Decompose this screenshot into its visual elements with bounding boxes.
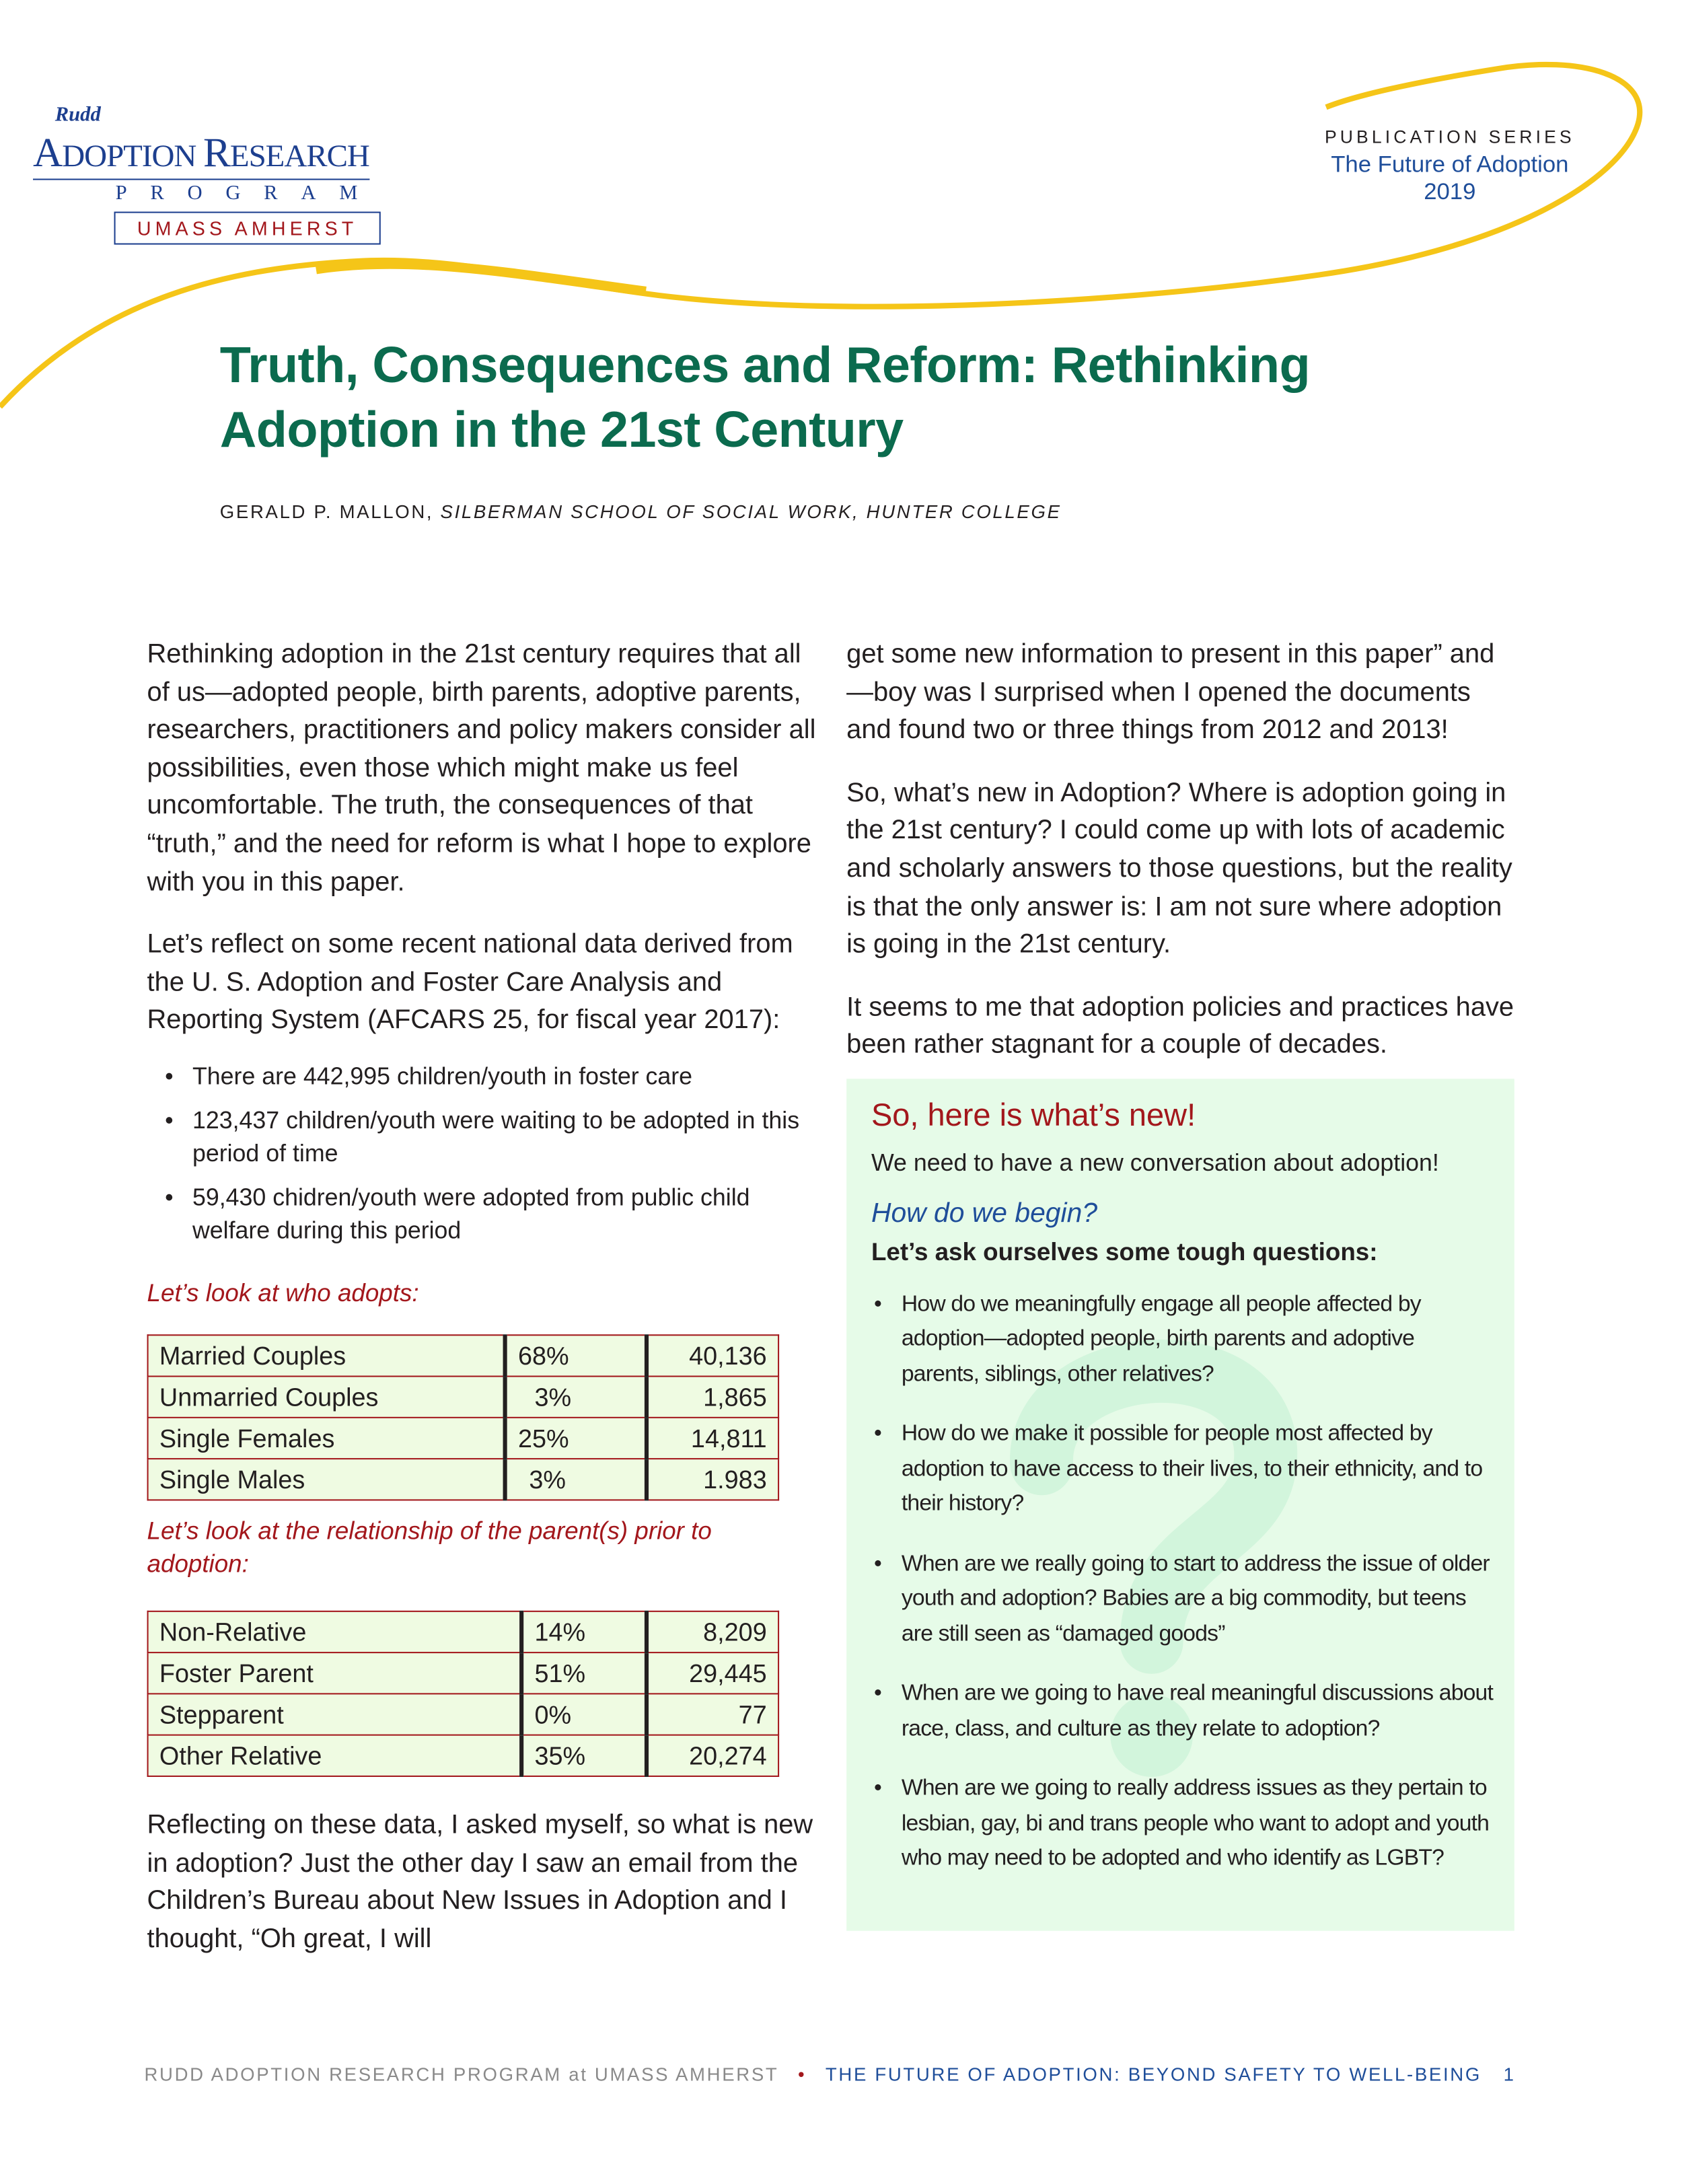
row-count: 1.983 <box>647 1459 778 1500</box>
row-percent: 68% <box>505 1335 647 1376</box>
relationship-heading: Let’s look at the relationship of the parent(s) prior to adoption: <box>147 1517 712 1578</box>
row-count: 77 <box>647 1694 778 1735</box>
statistics-list <box>147 1060 818 1247</box>
row-count: 20,274 <box>647 1735 778 1776</box>
row-label: Stepparent <box>148 1694 522 1735</box>
callout-subheading: We need to have a new conversation about adoption! <box>871 1149 1439 1177</box>
list-item: • 123,437 children/youth were waiting to be adopted in this period of time <box>192 1103 817 1169</box>
publication-year: 2019 <box>1424 178 1476 205</box>
callout-heading: So, here is what’s new! <box>871 1096 1196 1132</box>
list-item: • 59,430 chidren/youth were adopted from public child welfare during this period <box>192 1180 817 1246</box>
right-column <box>846 636 1517 1931</box>
row-label: Other Relative <box>148 1735 522 1776</box>
who-adopts-heading: Let’s look at who adopts: <box>147 1279 419 1307</box>
table-row <box>148 1652 779 1694</box>
table-row <box>148 1418 779 1459</box>
table-row <box>148 1694 779 1735</box>
list-item: • When are we going to have real meaningful discussions about race, class, and culture as they relate to adoption? <box>902 1677 1496 1747</box>
table-row <box>148 1735 779 1776</box>
logo-text: DOPTION <box>62 139 204 174</box>
logo-program: PROGRAM <box>115 182 381 205</box>
who-adopts-table <box>147 1334 780 1500</box>
row-label: Single Males <box>148 1459 505 1500</box>
left-column <box>147 636 818 1983</box>
row-percent: 51% <box>521 1652 647 1694</box>
paragraph: Let’s reflect on some recent national data derived from the U. S. Adoption and Foster Care Analysis and Reporting System (AFCARS 25, for fiscal year 2017): <box>147 929 793 1035</box>
table-row <box>148 1611 779 1652</box>
logo-umass-amherst: UMASS AMHERST <box>114 212 381 245</box>
table-row <box>148 1376 779 1417</box>
list-item: • How do we meaningfully engage all people affected by adoption—adopted people, birth parents and adoptive parents, siblings, other relatives? <box>902 1288 1496 1393</box>
paragraph: It seems to me that adoption policies and practices have been rather stagnant for a couple of decades. <box>846 992 1514 1060</box>
footer-program: RUDD ADOPTION RESEARCH PROGRAM at UMASS AMHERST <box>144 2064 779 2085</box>
row-percent: 35% <box>521 1735 647 1776</box>
row-label: Unmarried Couples <box>148 1376 505 1417</box>
callout-how-begin: How do we begin? <box>871 1198 1098 1229</box>
relationship-table <box>147 1611 780 1777</box>
row-count: 14,811 <box>647 1418 778 1459</box>
callout-box <box>846 1079 1514 1930</box>
row-label: Non-Relative <box>148 1611 522 1652</box>
author-name: GERALD P. MALLON, <box>219 501 441 523</box>
row-label: Married Couples <box>148 1335 505 1376</box>
row-label: Foster Parent <box>148 1652 522 1694</box>
logo-text: ESEARCH <box>229 139 369 174</box>
row-count: 40,136 <box>647 1335 778 1376</box>
publication-series-title: The Future of Adoption <box>1331 151 1569 178</box>
page-number: 1 <box>1503 2064 1516 2085</box>
publication-label: PUBLICATION SERIES <box>1324 126 1575 147</box>
table-row <box>148 1335 779 1376</box>
paragraph: get some new information to present in this paper” and—boy was I surprised when I opened the documents and found two or three things from 2012 and 2013! <box>846 639 1495 745</box>
paragraph: Rethinking adoption in the 21st century requires that all of us—adopted people, birth parents, adoptive parents, researchers, practitioners and policy makers consider all possibilities, even those which might make us feel uncomfortable. The truth, the consequences of that “truth,” and the need for reform is what I hope to explore with you in this paper. <box>147 639 816 897</box>
author-line <box>220 502 1062 523</box>
author-affiliation: SILBERMAN SCHOOL OF SOCIAL WORK, HUNTER COLLEGE <box>440 501 1062 523</box>
footer-separator: • <box>798 2064 807 2085</box>
publication-series <box>1292 126 1608 206</box>
row-percent: 3% <box>505 1376 647 1417</box>
table-row <box>148 1459 779 1500</box>
logo-rudd: Rudd <box>54 104 101 126</box>
list-item: • When are we going to really address issues as they pertain to lesbian, gay, bi and trans people who want to adopt and youth who may need to be adopted and who identify as LGBT? <box>902 1772 1496 1877</box>
list-item: • There are 442,995 children/youth in foster care <box>192 1060 817 1093</box>
list-item: • When are we really going to start to address the issue of older youth and adoption? Babies are a big commodity, but teens are still seen as “damaged goods” <box>902 1548 1496 1652</box>
logo-text: A <box>33 131 63 176</box>
list-item: • How do we make it possible for people most affected by adoption to have access to their lives, to their ethnicity, and to their history? <box>902 1418 1496 1523</box>
callout-ask: Let’s ask ourselves some tough questions: <box>871 1238 1378 1266</box>
row-count: 1,865 <box>647 1376 778 1417</box>
paragraph: So, what’s new in Adoption? Where is adoption going in the 21st century? I could come up with lots of academic and scholarly answers to those questions, but the reality is that the only answer is: I am not sure where adoption is going in the 21st century. <box>846 777 1512 959</box>
questions-list <box>871 1288 1496 1877</box>
page-footer <box>144 2064 1560 2085</box>
row-percent: 0% <box>521 1694 647 1735</box>
logo-text: R <box>203 131 230 176</box>
row-percent: 25% <box>505 1418 647 1459</box>
page-title: Truth, Consequences and Reform: Rethinking Adoption in the 21st Century <box>219 336 1311 458</box>
footer-series: THE FUTURE OF ADOPTION: BEYOND SAFETY TO WELL-BEING <box>825 2064 1482 2085</box>
paragraph: Reflecting on these data, I asked myself, so what is new in adoption? Just the other day I saw an email from the Children’s Bureau about New Issues in Adoption and I thought, “Oh great, I will <box>147 1809 813 1954</box>
row-percent: 3% <box>505 1459 647 1500</box>
logo-adoption-research <box>33 132 369 180</box>
row-percent: 14% <box>521 1611 647 1652</box>
row-count: 8,209 <box>647 1611 778 1652</box>
row-label: Single Females <box>148 1418 505 1459</box>
row-count: 29,445 <box>647 1652 778 1694</box>
